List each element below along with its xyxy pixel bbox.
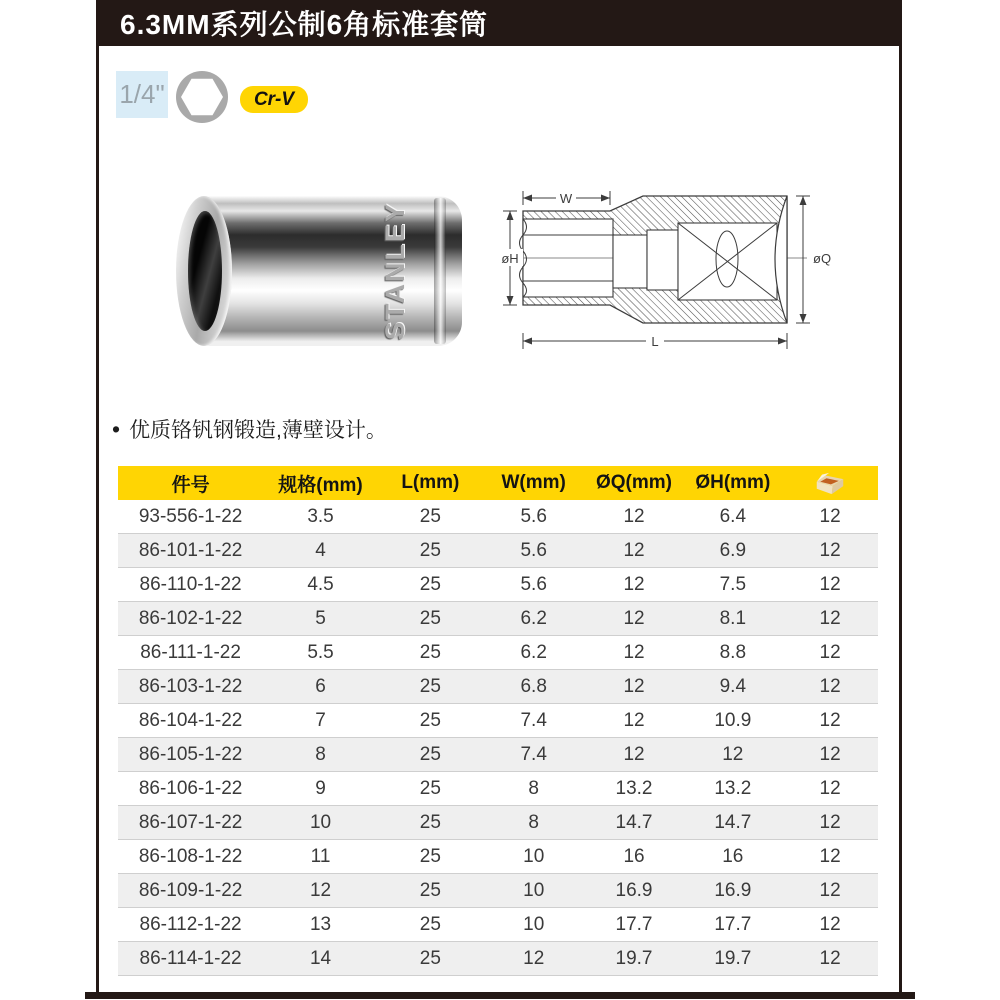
table-cell: 86-104-1-22 [138, 709, 243, 731]
table-cell: 14.7 [615, 811, 653, 833]
table-cell: 12 [819, 845, 841, 867]
table-cell: 12 [309, 879, 332, 901]
table-row [118, 568, 878, 602]
table-cell: 25 [419, 913, 441, 935]
table-cell: 86-114-1-22 [139, 947, 242, 969]
table-cell: 12 [819, 709, 841, 731]
material-label: Cr-V [253, 88, 295, 110]
table-cell: 86-107-1-22 [138, 811, 243, 833]
table-cell: 5.6 [520, 539, 547, 561]
table-cell: 12 [819, 675, 841, 697]
table-row [118, 534, 878, 568]
col-header-pack [782, 466, 878, 500]
table-cell: 93-556-1-22 [138, 505, 243, 527]
socket-hex-opening [188, 211, 222, 331]
page-title: 6.3MM系列公制6角标准套筒 [120, 9, 489, 40]
feature-line [112, 414, 387, 444]
dim-label-dia-h: øH [501, 251, 519, 266]
table-cell: 8 [528, 777, 539, 799]
table-cell: 25 [419, 709, 441, 731]
table-cell: 16.9 [714, 879, 752, 901]
table-cell: 25 [419, 573, 441, 595]
brand-text: STANLEY [379, 202, 410, 341]
table-cell: 12 [819, 913, 841, 935]
table-cell: 19.7 [615, 947, 653, 969]
table-cell: 86-102-1-22 [138, 607, 243, 629]
table-cell: 14.7 [714, 811, 752, 833]
table-cell: 25 [419, 879, 441, 901]
table-row [118, 806, 878, 840]
table-cell: 12 [722, 743, 744, 765]
table-cell: 7 [315, 709, 326, 731]
col-header-dh: ØH(mm) [683, 466, 782, 500]
table-cell: 12 [623, 505, 645, 527]
table-cell: 12 [623, 641, 645, 663]
table-cell: 6.8 [520, 675, 547, 697]
table-cell: 25 [419, 777, 441, 799]
table-cell: 25 [419, 947, 441, 969]
bullet-icon: • [112, 415, 121, 442]
table-row [118, 738, 878, 772]
table-cell: 10 [523, 879, 545, 901]
table-cell: 86-103-1-22 [138, 675, 243, 697]
table-cell: 12 [819, 539, 841, 561]
table-cell: 5 [315, 607, 326, 629]
table-cell: 16 [623, 845, 645, 867]
col-header-spec: 规格(mm) [263, 466, 378, 500]
table-cell: 12 [819, 811, 841, 833]
table-cell: 12 [623, 539, 645, 561]
table-cell: 7.5 [719, 573, 747, 595]
table-row [118, 602, 878, 636]
drive-size-badge [116, 71, 168, 118]
table-cell: 86-108-1-22 [138, 845, 243, 867]
table-cell: 6.2 [520, 607, 547, 629]
table-header-row [118, 466, 878, 500]
table-cell: 7.4 [520, 743, 547, 765]
table-cell: 12 [623, 573, 645, 595]
table-cell: 8 [528, 811, 539, 833]
table-cell: 86-106-1-22 [138, 777, 243, 799]
table-cell: 13.2 [615, 777, 653, 799]
table-cell: 25 [419, 641, 441, 663]
col-header-dq: ØQ(mm) [585, 466, 684, 500]
table-cell: 10 [523, 913, 545, 935]
section-header [99, 0, 899, 46]
table-cell: 25 [419, 539, 441, 561]
table-row [118, 670, 878, 704]
table-cell: 12 [819, 505, 841, 527]
table-cell: 14 [309, 947, 332, 969]
table-cell: 25 [419, 743, 441, 765]
table-cell: 86-111-1-22 [140, 641, 241, 663]
carton-box-icon [815, 471, 845, 496]
page-left-rule [96, 0, 99, 992]
table-cell: 12 [819, 879, 841, 901]
table-row [118, 772, 878, 806]
col-header-w: W(mm) [483, 466, 585, 500]
table-cell: 12 [819, 573, 841, 595]
spec-table-body [118, 500, 878, 976]
page-bottom-rule [85, 992, 915, 999]
table-cell: 19.7 [714, 947, 752, 969]
col-header-l: L(mm) [378, 466, 483, 500]
table-cell: 12 [819, 743, 841, 765]
table-cell: 12 [623, 743, 645, 765]
table-cell: 12 [623, 607, 645, 629]
table-row [118, 704, 878, 738]
table-cell: 16 [722, 845, 744, 867]
table-cell: 12 [819, 947, 841, 969]
col-header-part: 件号 [118, 466, 263, 500]
table-cell: 5.5 [307, 641, 334, 663]
table-cell: 10 [523, 845, 545, 867]
table-cell: 8.8 [719, 641, 747, 663]
table-cell: 86-110-1-22 [139, 573, 242, 595]
table-cell: 17.7 [714, 913, 752, 935]
table-row [118, 942, 878, 976]
table-cell: 7.4 [520, 709, 547, 731]
table-cell: 11 [310, 845, 331, 867]
table-cell: 25 [419, 607, 441, 629]
table-row [118, 500, 878, 534]
table-cell: 12 [523, 947, 545, 969]
table-cell: 4.5 [307, 573, 334, 595]
table-cell: 86-109-1-22 [138, 879, 243, 901]
table-cell: 3.5 [307, 505, 334, 527]
table-row [118, 908, 878, 942]
dim-label-l: L [651, 334, 659, 349]
table-row [118, 840, 878, 874]
spec-table [118, 466, 878, 976]
table-cell: 86-105-1-22 [138, 743, 243, 765]
table-cell: 8 [315, 743, 326, 765]
table-cell: 25 [419, 675, 441, 697]
drive-size-label: 1/4" [119, 79, 165, 109]
table-cell: 10.9 [714, 709, 752, 731]
table-cell: 12 [623, 675, 645, 697]
dimension-diagram [498, 183, 838, 358]
table-cell: 6.4 [719, 505, 747, 527]
page-right-rule [899, 0, 902, 992]
dim-label-dia-q: øQ [813, 251, 832, 266]
feature-text: 优质铬钒钢锻造,薄壁设计。 [129, 419, 387, 442]
hex-socket-icon [175, 70, 229, 124]
table-cell: 6 [315, 675, 326, 697]
table-cell: 17.7 [615, 913, 653, 935]
table-cell: 12 [819, 607, 841, 629]
table-cell: 6.2 [520, 641, 547, 663]
table-cell: 12 [819, 777, 841, 799]
table-cell: 5.6 [520, 573, 547, 595]
table-cell: 25 [419, 811, 441, 833]
brand-engraving [320, 196, 470, 346]
table-cell: 5.6 [520, 505, 547, 527]
table-cell: 6.9 [719, 539, 747, 561]
table-cell: 12 [819, 641, 841, 663]
table-cell: 8.1 [719, 607, 747, 629]
table-cell: 4 [315, 539, 326, 561]
table-cell: 25 [419, 845, 441, 867]
dim-label-w: W [559, 191, 573, 206]
table-row [118, 636, 878, 670]
table-cell: 13 [309, 913, 332, 935]
table-cell: 13.2 [714, 777, 752, 799]
table-cell: 16.9 [615, 879, 653, 901]
table-cell: 25 [419, 505, 441, 527]
table-cell: 9 [315, 777, 326, 799]
table-cell: 12 [623, 709, 645, 731]
table-cell: 9.4 [719, 675, 747, 697]
table-cell: 86-101-1-22 [138, 539, 243, 561]
table-cell: 86-112-1-22 [139, 913, 242, 935]
table-cell: 10 [309, 811, 332, 833]
material-badge [240, 86, 308, 113]
table-row [118, 874, 878, 908]
